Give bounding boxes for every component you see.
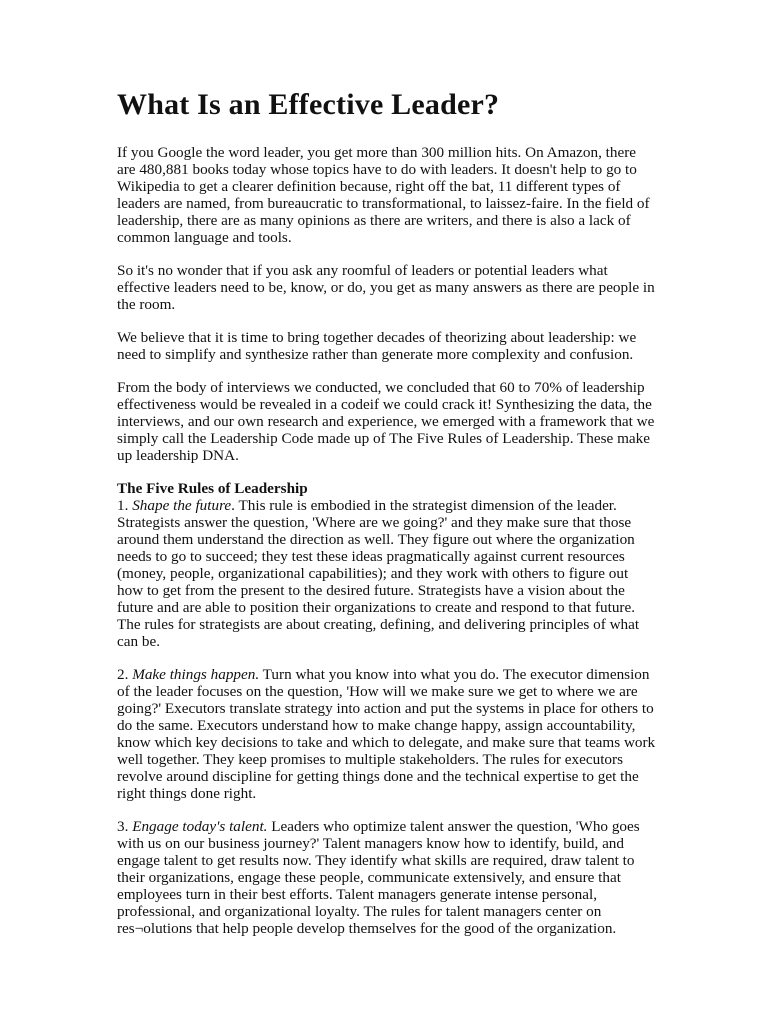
section-heading: The Five Rules of Leadership: [117, 480, 308, 497]
rule-number: 3.: [117, 818, 133, 835]
paragraph-4: From the body of interviews we conducted, we concluded that 60 to 70% of leadership effectiveness would be revealed in a codeif we could crack it! Synthesizing the data, the interviews, and our own research and experience, we emerged with a framework that we simply call the Leadership Code made up of The Five Rules of Leadership. These make up leadership DNA.: [117, 379, 655, 464]
rule-text: Leaders who optimize talent answer the question, 'Who goes with us on our business journey?' Talent managers know how to identify, build, and engage talent to get results now. They identify what skills are required, draw talent to their organizations, engage these people, communicate extensively, and ensure that employees turn in their best efforts. Talent managers generate intense personal, professional, and organizational loyalty. The rules for talent managers center on res¬olutions that help people develop themselves for the good of the organization.: [117, 818, 640, 937]
page-title: What Is an Effective Leader?: [117, 88, 500, 121]
paragraph-1: If you Google the word leader, you get more than 300 million hits. On Amazon, there are 480,881 books today whose topics have to do with leaders. It doesn't help to go to Wikipedia to get a clearer definition because, right off the bat, 11 different types of leaders are named, from bureaucratic to transformational, to laissez-faire. In the field of leadership, there are as many opinions as there are writers, and there is also a lack of common language and tools.: [117, 144, 650, 246]
rule-text: Turn what you know into what you do. The executor dimension of the leader focuses on the question, 'How will we make sure we get to where we are going?' Executors translate strategy into action and put the systems in place for others to do the same. Executors understand how to make change happy, assign accountability, know which key decisions to take and which to delegate, and make sure that teams work well together. They keep promises to multiple stakeholders. The rules for executors revolve around discipline for getting things done and the technical expertise to get the right things done right.: [117, 666, 656, 802]
rule-name: Make things happen.: [132, 666, 260, 683]
paragraph-2: So it's no wonder that if you ask any roomful of leaders or potential leaders what effective leaders need to be, know, or do, you get as many answers as there are people in the room.: [117, 262, 655, 313]
paragraph-3: We believe that it is time to bring together decades of theorizing about leadership: we need to simplify and synthesize rather than generate more complexity and confusion.: [117, 329, 637, 363]
rule-number: 1.: [117, 497, 133, 514]
rule-1: [117, 497, 656, 650]
rule-2: [117, 666, 656, 802]
rule-number: 2.: [117, 666, 133, 683]
rule-text: . This rule is embodied in the strategist dimension of the leader. Strategists answer the question, 'Where are we going?' and they make sure that those around them understand the direction as well. They figure out where the organization needs to go to succeed; they test these ideas pragmatically against current resources (money, people, organizational capabilities); and they work with others to figure out how to get from the present to the desired future. Strategists have a vision about the future and are able to position their organizations to create and respond to that future. The rules for strategists are about creating, defining, and delivering principles of what can be.: [117, 497, 640, 650]
rule-3: [117, 818, 656, 937]
rule-name: Shape the future: [132, 497, 232, 514]
rule-name: Engage today's talent.: [132, 818, 268, 835]
